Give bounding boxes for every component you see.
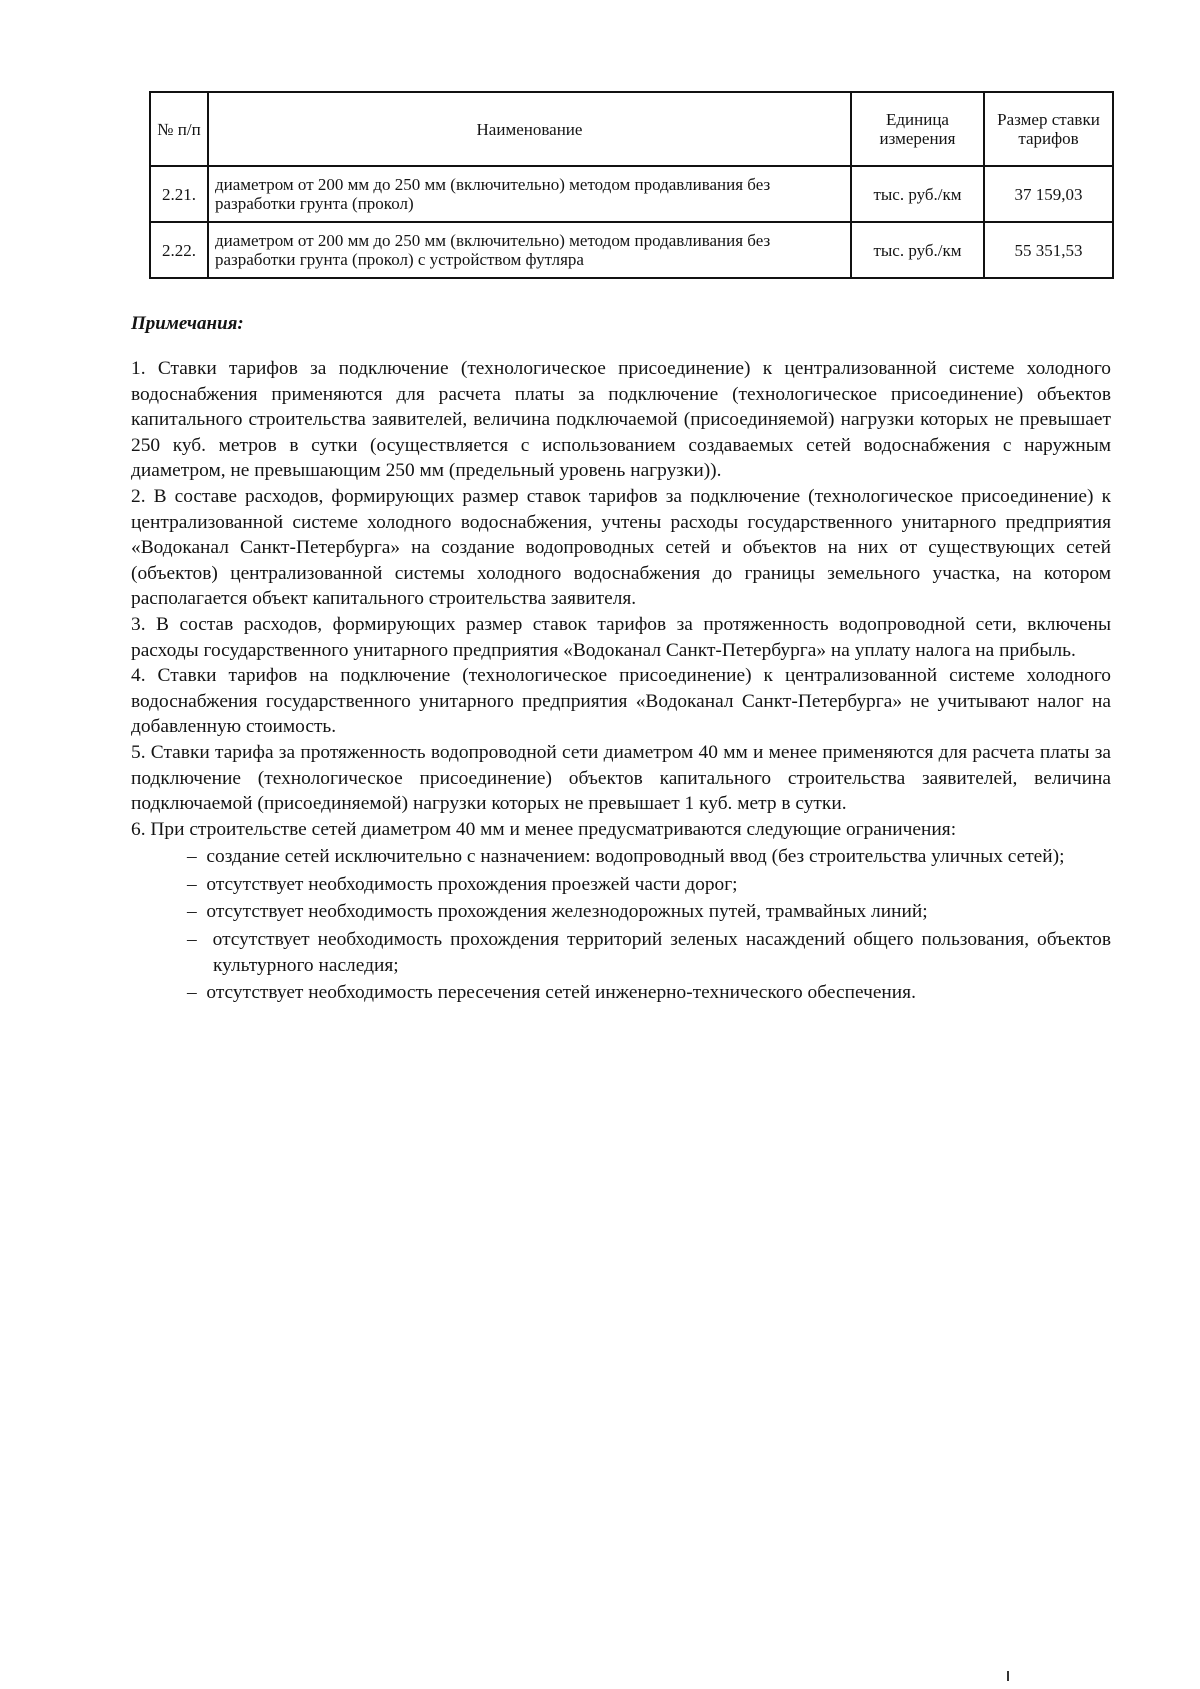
cell-num: 2.22. xyxy=(150,222,208,278)
tariff-table xyxy=(149,91,1114,279)
note-paragraph: 2. В составе расходов, формирующих размер ставок тарифов за подключение (технологическое присоединение) к централизованной системе холодного водоснабжения, учтены расходы государственного унитарного предприятия «Водоканал Санкт-Петербурга» на создание водопроводных сетей и объектов на них от существующих сетей (объектов) централизованной системы холодного водоснабжения до границы земельного участка, на котором располагается объект капитального строительства заявителя. xyxy=(131,485,1111,610)
header-num: № п/п xyxy=(150,92,208,166)
cell-unit: тыс. руб./км xyxy=(851,166,984,222)
cell-num: 2.21. xyxy=(150,166,208,222)
list-item xyxy=(161,927,1111,978)
cell-rate: 37 159,03 xyxy=(984,166,1113,222)
note-paragraph: 6. При строительстве сетей диаметром 40 мм и менее предусматриваются следующие ограничения: xyxy=(131,818,957,840)
header-rate: Размер ставки тарифов xyxy=(984,92,1113,166)
notes-title: Примечания: xyxy=(131,313,244,334)
dash-bullet: – xyxy=(187,873,197,895)
table-row xyxy=(150,222,1113,278)
list-item-text: отсутствует необходимость прохождения территорий зеленых насаждений общего пользования, объектов культурного наследия; xyxy=(212,929,1111,976)
notes-body xyxy=(131,356,1111,1006)
cell-rate: 55 351,53 xyxy=(984,222,1113,278)
cell-name: диаметром от 200 мм до 250 мм (включительно) методом продавливания без разработки грунта (прокол) с устройством футляра xyxy=(208,222,851,278)
list-item xyxy=(161,844,1111,870)
list-item xyxy=(161,899,1111,925)
restrictions-list xyxy=(161,844,1111,1006)
header-unit: Единица измерения xyxy=(851,92,984,166)
list-item-text: отсутствует необходимость пересечения сетей инженерно-технического обеспечения. xyxy=(206,982,916,1004)
header-name: Наименование xyxy=(208,92,851,166)
scan-mark xyxy=(1007,1671,1009,1681)
table-row xyxy=(150,166,1113,222)
note-paragraph: 1. Ставки тарифов за подключение (технологическое присоединение) к централизованной системе холодного водоснабжения применяются для расчета платы за подключение (технологическое присоединение) объектов капитального строительства заявителей, величина подключаемой (присоединяемой) нагрузки которых не превышает 250 куб. метров в сутки (осуществляется с использованием создаваемых сетей водоснабжения с наружным диаметром, не превышающим 250 мм (предельный уровень нагрузки)). xyxy=(131,358,1111,482)
list-item xyxy=(161,872,1111,898)
dash-bullet: – xyxy=(187,929,197,951)
dash-bullet: – xyxy=(187,901,197,923)
table-header-row xyxy=(150,92,1113,166)
list-item-text: отсутствует необходимость прохождения проезжей части дорог; xyxy=(206,873,738,895)
list-item-text: создание сетей исключительно с назначением: водопроводный ввод (без строительства уличных сетей); xyxy=(206,846,1065,868)
dash-bullet: – xyxy=(187,846,197,868)
dash-bullet: – xyxy=(187,982,197,1004)
note-paragraph: 5. Ставки тарифа за протяженность водопроводной сети диаметром 40 мм и менее применяются для расчета платы за подключение (технологическое присоединение) объектов капитального строительства заявителей, величина подключаемой (присоединяемой) нагрузки которых не превышает 1 куб. метр в сутки. xyxy=(131,741,1111,815)
list-item xyxy=(161,980,1111,1006)
note-paragraph: 4. Ставки тарифов на подключение (технологическое присоединение) к централизованной системе холодного водоснабжения государственного унитарного предприятия «Водоканал Санкт-Петербурга» не учитывают налог на добавленную стоимость. xyxy=(131,665,1111,738)
cell-name: диаметром от 200 мм до 250 мм (включительно) методом продавливания без разработки грунта (прокол) xyxy=(208,166,851,222)
note-paragraph: 3. В состав расходов, формирующих размер ставок тарифов за протяженность водопроводной сети, включены расходы государственного унитарного предприятия «Водоканал Санкт-Петербурга» на уплату налога на прибыль. xyxy=(131,613,1111,661)
cell-unit: тыс. руб./км xyxy=(851,222,984,278)
list-item-text: отсутствует необходимость прохождения железнодорожных путей, трамвайных линий; xyxy=(206,901,928,923)
